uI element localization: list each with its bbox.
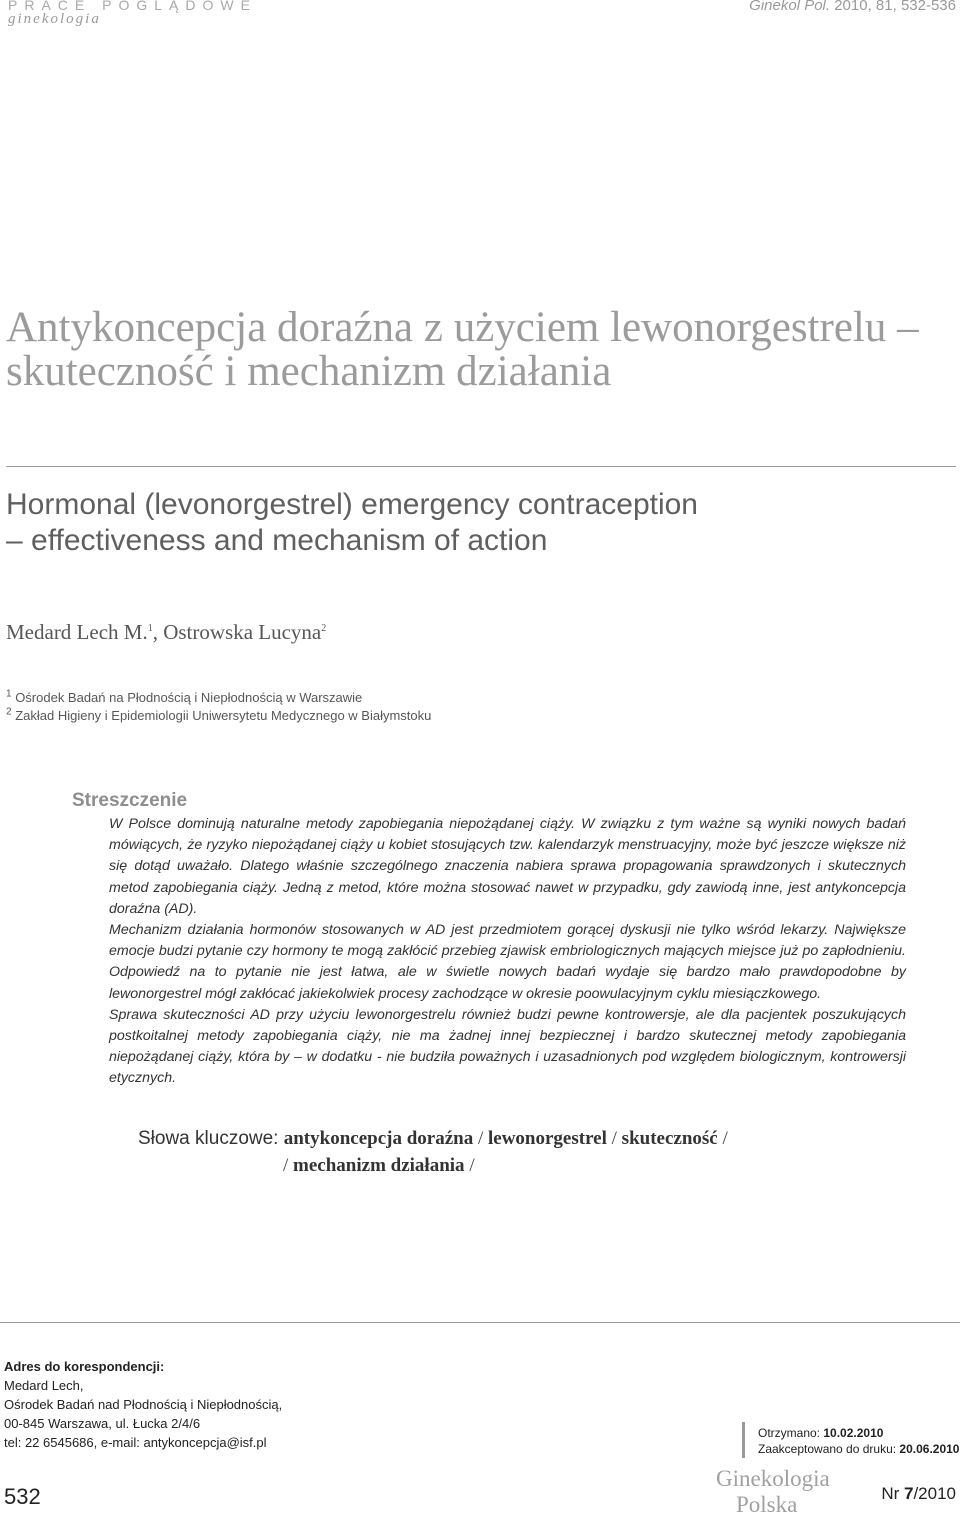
keyword-separator: /: [606, 1128, 622, 1149]
keyword-1: antykoncepcja doraźna: [283, 1128, 474, 1149]
citation-journal: Ginekol Pol.: [749, 0, 831, 14]
author-separator: ,: [152, 620, 164, 644]
keyword-separator: /: [283, 1155, 294, 1176]
keyword-separator: /: [473, 1128, 488, 1149]
abstract-body: [109, 814, 906, 1090]
author-2-affiliation: 2: [321, 623, 327, 634]
keyword-separator: /: [464, 1155, 475, 1176]
affiliation-text: Ośrodek Badań na Płodnością i Niepłodnością w Warszawie: [15, 690, 363, 705]
received-date: Otrzymano: 10.02.2010: [758, 1426, 884, 1440]
journal-name: ginekologia: [8, 11, 101, 27]
abstract-paragraph-1: W Polsce dominują naturalne metody zapobiegania niepożądanej ciąży. W związku z tym ważne są wyniki nowych badań mówiących, że ryzyko niepożądanej ciąży u kobiet stosujących tzw. kalendarzyk menstruacyjny, może być jeszcze większe niż się dotąd uważało. Dlatego właśnie szczególnego znaczenia nabiera sprawa propagowania sprawdzonych i skutecznych metod zapobiegania ciąży. Jedną z metod, które można stosować nawet w przypadku, gdy zawiodą inne, jest antykoncepcja doraźna (AD).: [109, 816, 906, 917]
keyword-2: lewonorgestrel: [488, 1128, 607, 1149]
journal-section-label: PRACE POGLĄDOWE: [8, 0, 257, 13]
keywords: [138, 1125, 838, 1179]
keyword-3: skuteczność: [621, 1128, 718, 1149]
author-1-affiliation: 1: [147, 623, 153, 634]
author-2: Ostrowska Lucyna: [163, 620, 322, 644]
affiliation-number: 2: [6, 706, 12, 718]
issue-number: Nr 7/2010: [881, 1484, 956, 1503]
citation-details: 2010, 81, 532-536: [830, 0, 956, 14]
author-1: Medard Lech M.: [6, 620, 148, 644]
title-divider: [6, 466, 956, 467]
keyword-4: mechanizm działania: [293, 1155, 465, 1176]
affiliation-1: [6, 690, 362, 705]
article-title-polish: Antykoncepcja doraźna z użyciem lewonorgestrelu – skuteczność i mechanizm działania: [6, 304, 919, 395]
affiliation-text: Zakład Higieny i Epidemiologii Uniwersytetu Medycznego w Białymstoku: [15, 708, 432, 723]
accepted-date: Zaakceptowano do druku: 20.06.2010: [758, 1442, 960, 1456]
abstract-heading: Streszczenie: [72, 790, 188, 811]
keywords-line-2: [138, 1152, 838, 1179]
correspondence-line: Medard Lech,: [4, 1378, 84, 1393]
journal-logo: [716, 1466, 836, 1528]
keyword-separator: /: [717, 1128, 728, 1149]
abstract-paragraph-2: Mechanizm działania hormonów stosowanych w AD jest przedmiotem gorącej dyskusji nie tylko wśród lekarzy. Największe emocje budzi pytanie czy hormony te mogą zakłócić przebieg zjawisk embriologicznych mających miejsce już po zapłodnieniu. Odpowiedź na to pytanie nie jest łatwa, ale w świetle nowych badań wydaje się bardzo mało prawdopodobne by lewonorgestrel mógł zakłócać jakiekolwiek procesy zachodzące w okresie poowulacyjnym cyklu miesiączkowego.: [109, 922, 906, 1002]
page-number: 532: [4, 1484, 41, 1509]
abstract-paragraph-3: Sprawa skuteczności AD przy użyciu lewonorgestrelu również budzi pewne kontrowersje, ale dla pacjentek poszukujących postkoitalnej metody zapobiegania ciąży, nie ma żadnej innej bezpiecznej i bardzo skutecznej metody zapobiegania niepożądanej ciąży, która by – w dodatku - nie budziła poważnych i uzasadnionych pod względem biologicznym, kontrowersji etycznych.: [109, 1006, 906, 1087]
affiliation-number: 1: [6, 688, 12, 700]
correspondence-heading: Adres do korespondencji:: [4, 1359, 165, 1374]
article-dates: [758, 1425, 959, 1457]
citation: [749, 0, 956, 14]
article-title-english: [6, 487, 906, 559]
correspondence-line: Ośrodek Badań nad Płodnością i Niepłodnością,: [4, 1397, 283, 1412]
footer-divider: [0, 1322, 960, 1323]
correspondence-contact[interactable]: tel: 22 6545686, e-mail: antykoncepcja@isf.pl: [4, 1435, 267, 1450]
correspondence-block: [4, 1357, 282, 1452]
correspondence-line: 00-845 Warszawa, ul. Łucka 2/4/6: [4, 1416, 201, 1431]
affiliation-2: [6, 708, 431, 723]
title-english-line-1: Hormonal (levonorgestrel) emergency contraception: [6, 488, 698, 521]
keywords-label: Słowa kluczowe:: [138, 1128, 284, 1149]
logo-line-1: Ginekologia: [716, 1466, 830, 1491]
dates-accent-bar: [742, 1422, 745, 1458]
title-english-line-2: – effectiveness and mechanism of action: [6, 524, 548, 557]
logo-line-2: Polska: [736, 1492, 798, 1517]
author-list: [6, 620, 326, 645]
